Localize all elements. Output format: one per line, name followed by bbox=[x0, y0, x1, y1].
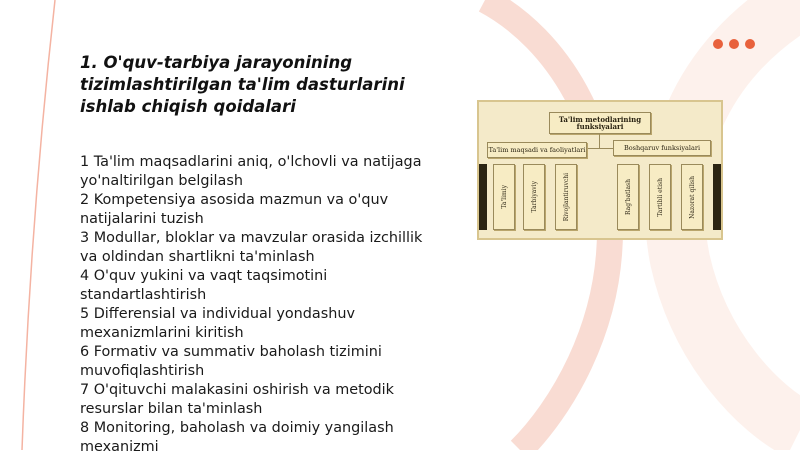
diagram-column bbox=[681, 164, 703, 230]
diagram-side-bar bbox=[479, 164, 487, 230]
dot-icon bbox=[745, 39, 755, 49]
rules-list bbox=[80, 153, 430, 457]
list-item: 1 Ta'lim maqsadlarini aniq, o'lchovli va natijaga yo'naltirilgan belgilash bbox=[80, 154, 422, 189]
list-item: 6 Formativ va summativ baholash tizimini muvofiqlashtirish bbox=[80, 344, 382, 379]
dot-icon bbox=[729, 39, 739, 49]
list-item: 4 O'quv yukini va vaqt taqsimotini standartlashtirish bbox=[80, 268, 328, 303]
list-item: 3 Modullar, bloklar va mavzular orasida izchillik va oldindan shartlikni ta'minlash bbox=[80, 230, 423, 265]
decorative-dots bbox=[713, 39, 755, 49]
diagram-column bbox=[493, 164, 515, 230]
column-label: Rag'batlash bbox=[624, 179, 632, 215]
column-label: Rivojlantiruvchi bbox=[562, 172, 570, 222]
column-label: Tartibli etish bbox=[656, 177, 664, 217]
diagram-column bbox=[649, 164, 671, 230]
list-item: 5 Differensial va individual yondashuv mexanizmlarini kiritish bbox=[80, 306, 356, 341]
diagram-column bbox=[555, 164, 577, 230]
connector-line bbox=[587, 148, 613, 149]
list-item: 7 O'qituvchi malakasini oshirish va metodik resurslar bilan ta'minlash bbox=[80, 382, 394, 417]
slide-title: 1. O'quv-tarbiya jarayonining tizimlashtirilgan ta'lim dasturlarini ishlab chiqish qoidalari bbox=[80, 53, 405, 116]
diagram-side-bar bbox=[713, 164, 721, 230]
diagram-top-box: Ta'lim metodlarining funksiyalari bbox=[549, 112, 651, 134]
column-label: Nazorat qilish bbox=[688, 175, 696, 219]
column-label: Tarbiyaviy bbox=[530, 181, 538, 213]
methods-functions-diagram bbox=[477, 100, 723, 240]
list-item: 2 Kompetensiya asosida mazmun va o'quv natijalarini tuzish bbox=[80, 192, 389, 227]
diagram-column bbox=[617, 164, 639, 230]
list-item: 8 Monitoring, baholash va doimiy yangilash mexanizmi bbox=[80, 420, 394, 455]
diagram-left-box: Ta'lim maqsadi va faoliyatlari bbox=[487, 142, 587, 158]
dot-icon bbox=[713, 39, 723, 49]
diagram-column bbox=[523, 164, 545, 230]
connector-line bbox=[599, 134, 600, 148]
column-label: Ta'limiy bbox=[500, 185, 508, 209]
diagram-right-box: Boshqaruv funksiyalari bbox=[613, 140, 711, 156]
